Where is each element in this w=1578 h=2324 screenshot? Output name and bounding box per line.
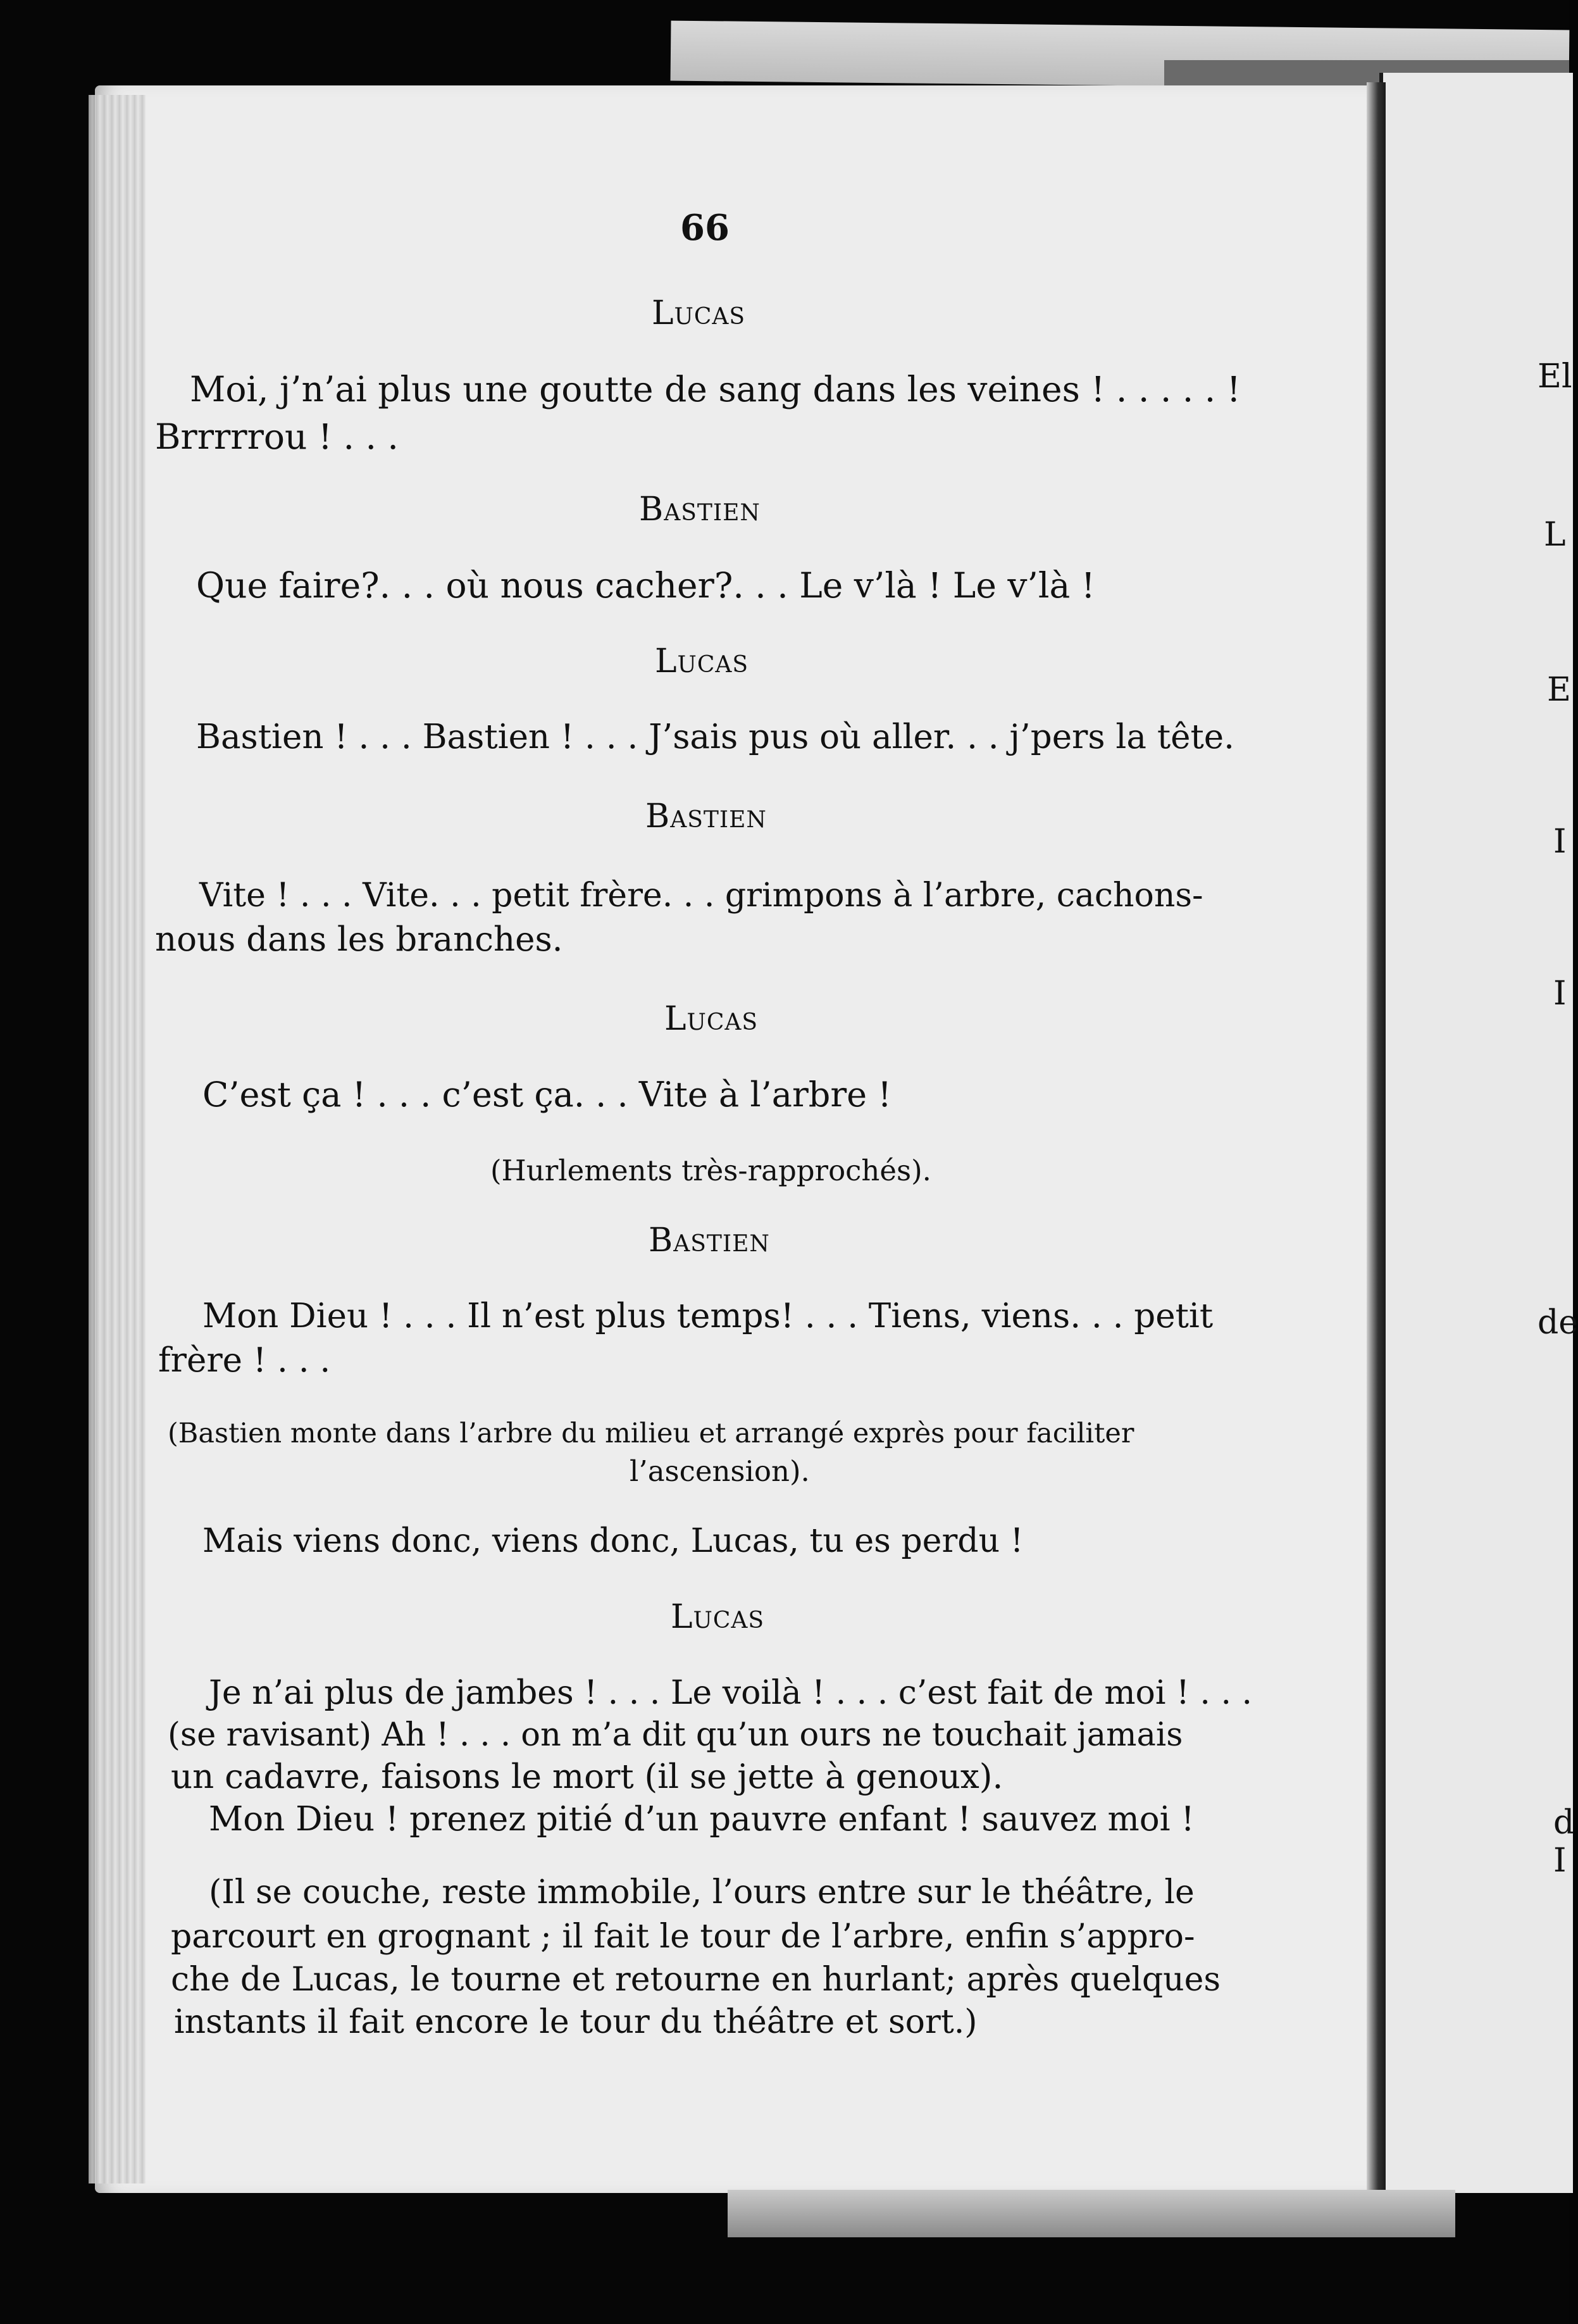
dialogue-line: Bastien ! . . . Bastien ! . . . J’sais pus où aller. . . j’pers la tête. <box>196 718 1235 756</box>
speaker-name: Bastien <box>649 1221 770 1259</box>
dialogue-line: Mon Dieu ! prenez pitié d’un pauvre enfant ! sauvez moi ! <box>209 1800 1195 1839</box>
dialogue-line: Brrrrrou ! . . . <box>155 416 399 457</box>
stage-direction: parcourt en grognant ; il fait le tour de l’arbre, enfin s’appro- <box>171 1918 1195 1956</box>
dialogue-line: frère ! . . . <box>158 1341 331 1380</box>
bottom-paper-strip <box>728 2190 1455 2237</box>
dialogue-line: C’est ça ! . . . c’est ça. . . Vite à l’arbre ! <box>202 1075 892 1115</box>
facing-page-fragment: d <box>1553 1804 1575 1842</box>
stage-direction: (Hurlements très-rapprochés). <box>490 1154 931 1187</box>
dialogue-line: Vite ! . . . Vite. . . petit frère. . . grimpons à l’arbre, cachons- <box>199 877 1203 915</box>
facing-page-fragment: I <box>1553 823 1567 861</box>
facing-page-fragment: I <box>1553 1842 1567 1880</box>
stage-direction: (Il se couche, reste immobile, l’ours entre sur le théâtre, le <box>209 1873 1195 1911</box>
speaker-name: Lucas <box>664 1000 759 1038</box>
speaker-name: Bastien <box>639 490 761 528</box>
dialogue-line: Moi, j’n’ai plus une goutte de sang dans les veines ! . . . . . ! <box>190 369 1241 409</box>
facing-page-fragment: L <box>1544 516 1566 554</box>
book-gutter <box>1367 82 1386 2209</box>
dialogue-line: un cadavre, faisons le mort (il se jette à genoux). <box>171 1758 1003 1796</box>
stage-direction: l’ascension). <box>630 1454 810 1488</box>
dialogue-line: Mais viens donc, viens donc, Lucas, tu es perdu ! <box>202 1522 1024 1560</box>
dialogue-line: (se ravisant) Ah ! . . . on m’a dit qu’un ours ne touchait jamais <box>168 1716 1183 1754</box>
facing-page-fragment: de <box>1538 1304 1578 1342</box>
stage-direction: instants il fait encore le tour du théâtre et sort.) <box>174 2003 978 2041</box>
page-edge <box>89 95 146 2183</box>
dialogue-line: nous dans les branches. <box>155 920 563 959</box>
dialogue-line: Mon Dieu ! . . . Il n’est plus temps! . . . Tiens, viens. . . petit <box>202 1297 1214 1335</box>
dialogue-line: Que faire?. . . où nous cacher?. . . Le v’là ! Le v’là ! <box>196 565 1095 606</box>
speaker-name: Lucas <box>652 294 746 332</box>
stage-direction: (Bastien monte dans l’arbre du milieu et arrangé exprès pour faciliter <box>168 1418 1134 1449</box>
facing-page-fragment: I <box>1553 975 1567 1013</box>
page-number: 66 <box>680 207 730 249</box>
stage-direction: che de Lucas, le tourne et retourne en hurlant; après quelques <box>171 1961 1221 1999</box>
dialogue-line: Je n’ai plus de jambes ! . . . Le voilà ! . . . c’est fait de moi ! . . . <box>209 1674 1253 1712</box>
speaker-name: Lucas <box>671 1598 765 1636</box>
facing-page-fragment: E <box>1547 671 1571 709</box>
speaker-name: Lucas <box>655 642 749 680</box>
speaker-name: Bastien <box>645 797 767 835</box>
facing-page-fragment: El <box>1538 358 1572 396</box>
